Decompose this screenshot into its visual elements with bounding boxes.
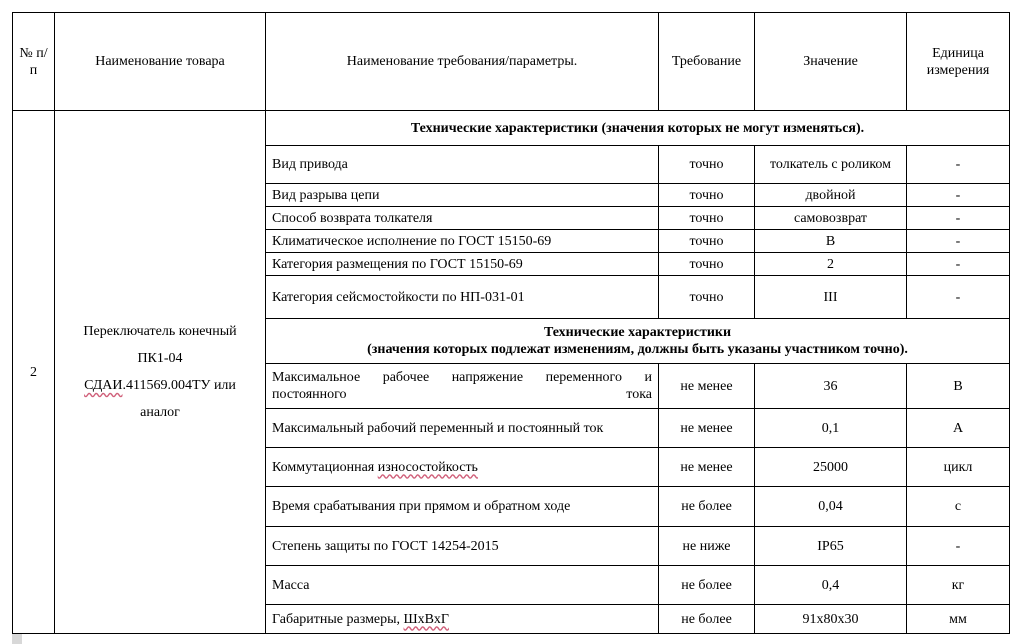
section2-title-line1: Технические характеристики — [543, 325, 732, 340]
param-value: 91х80х30 — [755, 605, 907, 634]
param-req: точно — [659, 184, 755, 207]
param-value: толкатель с роликом — [755, 146, 907, 184]
param-req: точно — [659, 253, 755, 276]
param-name — [266, 448, 659, 487]
item-code-rest: .411569.004ТУ или — [122, 378, 236, 393]
param-req: не менее — [659, 448, 755, 487]
param-name: Климатическое исполнение по ГОСТ 15150-69 — [266, 230, 659, 253]
param-value: 0,1 — [755, 409, 907, 448]
param-name-underlined: износостойкость — [377, 459, 478, 475]
param-unit: мм — [907, 605, 1010, 634]
header-unit: Единица измерения — [907, 13, 1010, 111]
param-name: Время срабатывания при прямом и обратном ходе — [266, 487, 659, 527]
param-value: В — [755, 230, 907, 253]
param-name: Степень защиты по ГОСТ 14254-2015 — [266, 527, 659, 566]
param-value: III — [755, 276, 907, 319]
header-num: № п/п — [13, 13, 55, 111]
param-name: Категория размещения по ГОСТ 15150-69 — [266, 253, 659, 276]
param-value: 0,4 — [755, 566, 907, 605]
param-name-underlined: ШхВхГ — [403, 611, 449, 627]
param-unit: А — [907, 409, 1010, 448]
header-row — [13, 13, 1010, 111]
param-unit: кг — [907, 566, 1010, 605]
param-value: 0,04 — [755, 487, 907, 527]
param-name: Максимальное рабочее напряжение переменного и постоянного тока — [266, 364, 659, 409]
param-req: точно — [659, 276, 755, 319]
param-unit: - — [907, 276, 1010, 319]
param-req: точно — [659, 207, 755, 230]
item-name-line2: ПК1-04 — [137, 351, 183, 366]
param-value: самовозврат — [755, 207, 907, 230]
param-req: не менее — [659, 409, 755, 448]
param-unit: - — [907, 184, 1010, 207]
header-value: Значение — [755, 13, 907, 111]
page-edge-marker — [12, 634, 22, 644]
param-name-prefix: Коммутационная — [272, 459, 378, 475]
item-code-underlined: СДАИ — [84, 378, 123, 393]
param-unit: с — [907, 487, 1010, 527]
param-unit: - — [907, 207, 1010, 230]
param-name — [266, 605, 659, 634]
section1-title: Технические характеристики (значения которых не могут изменяться). — [266, 111, 1010, 146]
header-product: Наименование товара — [55, 13, 266, 111]
param-name: Способ возврата толкателя — [266, 207, 659, 230]
param-value: 2 — [755, 253, 907, 276]
section2-title-line2: (значения которых подлежат изменениям, должны быть указаны участником точно). — [367, 342, 908, 357]
param-unit: - — [907, 253, 1010, 276]
param-name: Масса — [266, 566, 659, 605]
item-name-line1: Переключатель конечный — [83, 324, 237, 339]
param-req: точно — [659, 146, 755, 184]
param-unit: - — [907, 146, 1010, 184]
param-name: Вид разрыва цепи — [266, 184, 659, 207]
param-req: не более — [659, 566, 755, 605]
spec-table — [12, 12, 1010, 634]
param-unit: В — [907, 364, 1010, 409]
param-value: 25000 — [755, 448, 907, 487]
param-unit: цикл — [907, 448, 1010, 487]
param-unit: - — [907, 230, 1010, 253]
header-param: Наименование требования/параметры. — [266, 13, 659, 111]
param-value: IP65 — [755, 527, 907, 566]
item-name-line4: аналог — [140, 405, 180, 420]
param-name: Вид привода — [266, 146, 659, 184]
param-name: Категория сейсмостойкости по НП-031-01 — [266, 276, 659, 319]
param-value: двойной — [755, 184, 907, 207]
param-req: не ниже — [659, 527, 755, 566]
param-name: Максимальный рабочий переменный и постоянный ток — [266, 409, 659, 448]
param-req: не менее — [659, 364, 755, 409]
param-unit: - — [907, 527, 1010, 566]
header-requirement: Требование — [659, 13, 755, 111]
item-number: 2 — [13, 111, 55, 634]
param-req: не более — [659, 487, 755, 527]
item-name-line3 — [61, 372, 259, 399]
section1-title-row — [13, 111, 1010, 146]
item-name — [55, 111, 266, 634]
section2-title — [266, 319, 1010, 364]
param-value: 36 — [755, 364, 907, 409]
param-req: не более — [659, 605, 755, 634]
param-req: точно — [659, 230, 755, 253]
param-name-prefix: Габаритные размеры, — [272, 611, 404, 627]
